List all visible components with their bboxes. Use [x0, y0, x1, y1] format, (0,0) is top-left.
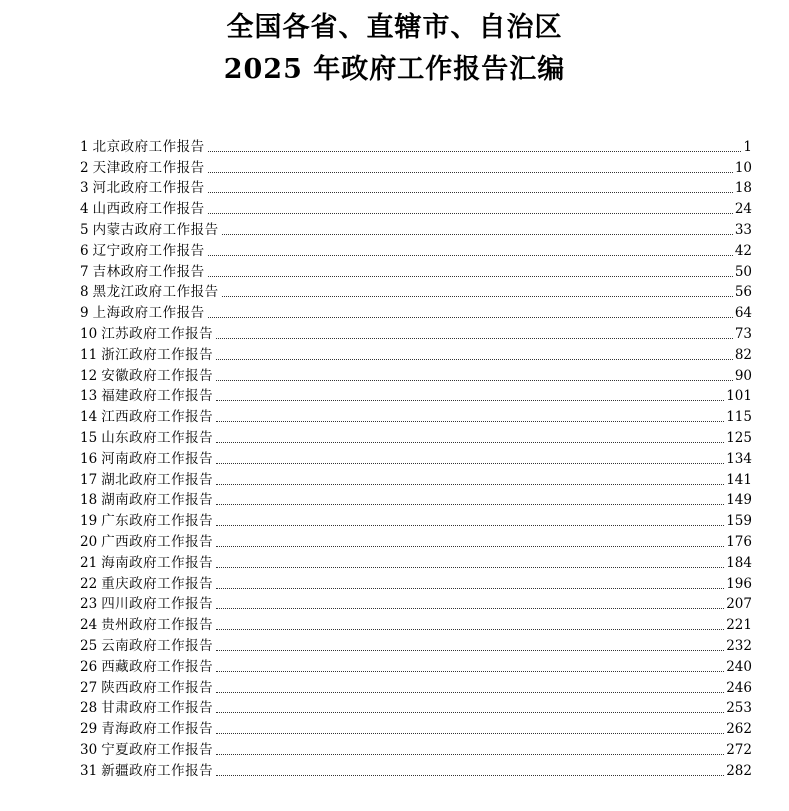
toc-entry-title[interactable]: 浙江政府工作报告	[101, 346, 214, 363]
toc-dot-leader	[216, 775, 724, 776]
table-of-contents	[80, 135, 752, 780]
toc-dot-leader	[222, 296, 733, 297]
toc-entry[interactable]	[80, 197, 752, 218]
toc-entry-page-number[interactable]: 272	[726, 741, 752, 758]
toc-dot-leader	[216, 380, 733, 381]
toc-dot-leader	[208, 255, 733, 256]
toc-entry[interactable]	[80, 717, 752, 738]
toc-dot-leader	[216, 504, 724, 505]
toc-entry-number: 27	[80, 679, 98, 696]
toc-dot-leader	[208, 317, 733, 318]
toc-entry-title[interactable]: 安徽政府工作报告	[101, 367, 214, 384]
toc-entry[interactable]	[80, 218, 752, 239]
toc-entry[interactable]	[80, 509, 752, 530]
toc-entry-title[interactable]: 贵州政府工作报告	[101, 617, 214, 634]
toc-dot-leader	[216, 442, 724, 443]
toc-entry-number: 1	[80, 138, 89, 155]
toc-entry-page-number[interactable]: 42	[734, 242, 752, 259]
toc-entry-page-number[interactable]: 82	[734, 346, 752, 363]
toc-entry[interactable]	[80, 343, 752, 364]
toc-entry-page-number[interactable]: 134	[726, 450, 752, 467]
toc-entry-number: 4	[80, 201, 89, 218]
toc-entry-title[interactable]: 黑龙江政府工作报告	[92, 284, 219, 301]
toc-entry[interactable]	[80, 655, 752, 676]
toc-entry-title[interactable]: 西藏政府工作报告	[101, 658, 214, 675]
toc-entry-title[interactable]: 辽宁政府工作报告	[92, 242, 205, 259]
toc-dot-leader	[216, 671, 724, 672]
toc-entry-title[interactable]: 上海政府工作报告	[92, 305, 205, 322]
toc-dot-leader	[208, 192, 733, 193]
toc-dot-leader	[208, 172, 733, 173]
toc-entry-page-number[interactable]: 246	[726, 679, 752, 696]
toc-entry-title[interactable]: 新疆政府工作报告	[101, 762, 214, 779]
toc-entry-number: 17	[80, 471, 98, 488]
toc-dot-leader	[208, 276, 733, 277]
toc-dot-leader	[216, 754, 724, 755]
toc-entry-number: 21	[80, 554, 98, 571]
toc-entry-title[interactable]: 甘肃政府工作报告	[101, 700, 214, 717]
toc-dot-leader	[216, 608, 724, 609]
toc-dot-leader	[216, 692, 724, 693]
toc-entry-number: 2	[80, 159, 89, 176]
toc-entry-title[interactable]: 内蒙古政府工作报告	[92, 221, 219, 238]
toc-entry-page-number[interactable]: 141	[726, 471, 752, 488]
toc-entry[interactable]	[80, 301, 752, 322]
toc-entry-number: 3	[80, 180, 89, 197]
toc-entry-page-number[interactable]: 125	[726, 429, 752, 446]
toc-entry[interactable]	[80, 322, 752, 343]
toc-entry-title[interactable]: 青海政府工作报告	[101, 721, 214, 738]
toc-dot-leader	[216, 588, 724, 589]
toc-entry-number: 10	[80, 325, 98, 342]
toc-entry[interactable]	[80, 530, 752, 551]
toc-entry-page-number[interactable]: 240	[726, 658, 752, 675]
toc-dot-leader	[216, 712, 724, 713]
toc-entry-page-number[interactable]: 232	[726, 637, 752, 654]
toc-dot-leader	[216, 650, 724, 651]
toc-entry-page-number[interactable]: 159	[726, 513, 752, 530]
toc-entry-page-number[interactable]: 149	[726, 492, 752, 509]
toc-entry[interactable]	[80, 489, 752, 510]
toc-entry[interactable]	[80, 738, 752, 759]
toc-entry[interactable]	[80, 759, 752, 780]
toc-entry-page-number[interactable]: 90	[734, 367, 752, 384]
toc-entry[interactable]	[80, 177, 752, 198]
toc-entry-page-number[interactable]: 56	[734, 284, 752, 301]
toc-entry[interactable]	[80, 634, 752, 655]
toc-entry-number: 7	[80, 263, 89, 280]
toc-entry-title[interactable]: 吉林政府工作报告	[92, 263, 205, 280]
toc-entry-page-number[interactable]: 50	[734, 263, 752, 280]
toc-entry-page-number[interactable]: 64	[734, 305, 752, 322]
toc-entry-title[interactable]: 陕西政府工作报告	[101, 679, 214, 696]
toc-entry-page-number[interactable]: 253	[726, 700, 752, 717]
toc-entry-number: 20	[80, 533, 98, 550]
toc-entry-number: 29	[80, 721, 98, 738]
toc-entry[interactable]	[80, 135, 752, 156]
toc-entry-page-number[interactable]: 18	[734, 180, 752, 197]
toc-entry-title[interactable]: 湖北政府工作报告	[101, 471, 214, 488]
toc-entry-number: 28	[80, 700, 98, 717]
toc-entry-title[interactable]: 重庆政府工作报告	[101, 575, 214, 592]
toc-entry[interactable]	[80, 697, 752, 718]
toc-entry[interactable]	[80, 405, 752, 426]
toc-entry[interactable]	[80, 385, 752, 406]
toc-entry-number: 11	[80, 346, 98, 363]
toc-dot-leader	[208, 151, 742, 152]
toc-entry[interactable]	[80, 447, 752, 468]
toc-entry-number: 26	[80, 658, 98, 675]
toc-entry-title[interactable]: 云南政府工作报告	[101, 637, 214, 654]
toc-entry[interactable]	[80, 676, 752, 697]
toc-dot-leader	[222, 234, 733, 235]
toc-entry-number: 25	[80, 637, 98, 654]
toc-dot-leader	[216, 338, 733, 339]
toc-entry-number: 6	[80, 242, 89, 259]
toc-entry-page-number[interactable]: 1	[743, 138, 752, 155]
toc-entry-number: 18	[80, 492, 98, 509]
toc-dot-leader	[216, 400, 724, 401]
toc-entry-page-number[interactable]: 10	[734, 159, 752, 176]
toc-entry[interactable]	[80, 551, 752, 572]
toc-entry-title[interactable]: 河北政府工作报告	[92, 180, 205, 197]
toc-entry-page-number[interactable]: 207	[726, 596, 752, 613]
toc-entry[interactable]	[80, 468, 752, 489]
toc-entry-number: 24	[80, 617, 98, 634]
toc-entry[interactable]	[80, 613, 752, 634]
toc-entry[interactable]	[80, 281, 752, 302]
toc-entry-number: 14	[80, 409, 98, 426]
toc-entry-number: 22	[80, 575, 98, 592]
toc-entry[interactable]	[80, 593, 752, 614]
toc-entry-page-number[interactable]: 262	[726, 721, 752, 738]
toc-entry-title[interactable]: 宁夏政府工作报告	[101, 741, 214, 758]
toc-entry-number: 16	[80, 450, 98, 467]
toc-entry-page-number[interactable]: 101	[726, 388, 752, 405]
toc-entry-page-number[interactable]: 73	[734, 325, 752, 342]
toc-dot-leader	[216, 525, 724, 526]
toc-entry-number: 30	[80, 741, 98, 758]
toc-entry-title[interactable]: 北京政府工作报告	[92, 138, 205, 155]
toc-entry[interactable]	[80, 426, 752, 447]
toc-entry[interactable]	[80, 572, 752, 593]
toc-entry-number: 13	[80, 388, 98, 405]
toc-entry-page-number[interactable]: 176	[726, 533, 752, 550]
toc-dot-leader	[216, 484, 724, 485]
toc-entry-title[interactable]: 广东政府工作报告	[101, 513, 214, 530]
toc-entry-number: 19	[80, 513, 98, 530]
toc-dot-leader	[216, 359, 733, 360]
toc-dot-leader	[216, 733, 724, 734]
toc-entry-title[interactable]: 山西政府工作报告	[92, 201, 205, 218]
toc-entry-title[interactable]: 天津政府工作报告	[92, 159, 205, 176]
toc-entry-title[interactable]: 河南政府工作报告	[101, 450, 214, 467]
toc-entry-number: 12	[80, 367, 98, 384]
toc-entry-number: 23	[80, 596, 98, 613]
toc-entry-title[interactable]: 广西政府工作报告	[101, 533, 214, 550]
toc-dot-leader	[216, 421, 724, 422]
document-title-line-1: 全国各省、直辖市、自治区	[226, 12, 563, 43]
toc-dot-leader	[216, 463, 724, 464]
toc-entry-title[interactable]: 山东政府工作报告	[101, 429, 214, 446]
document-title-line-2: 2025 年政府工作报告汇编	[223, 54, 566, 85]
toc-dot-leader	[216, 567, 724, 568]
toc-entry-page-number[interactable]: 184	[726, 554, 752, 571]
toc-entry[interactable]	[80, 260, 752, 281]
toc-entry-title[interactable]: 福建政府工作报告	[101, 388, 214, 405]
toc-entry-title[interactable]: 江苏政府工作报告	[101, 325, 214, 342]
toc-entry-page-number[interactable]: 282	[726, 762, 752, 779]
toc-dot-leader	[208, 213, 733, 214]
toc-entry[interactable]	[80, 364, 752, 385]
toc-entry[interactable]	[80, 239, 752, 260]
toc-entry-number: 5	[80, 221, 89, 238]
toc-entry-title[interactable]: 四川政府工作报告	[101, 596, 214, 613]
toc-entry-number: 31	[80, 762, 98, 779]
toc-dot-leader	[216, 629, 724, 630]
toc-entry-page-number[interactable]: 115	[726, 409, 752, 426]
toc-entry-number: 15	[80, 429, 98, 446]
toc-entry-title[interactable]: 海南政府工作报告	[101, 554, 214, 571]
toc-entry-number: 8	[80, 284, 89, 301]
toc-entry-title[interactable]: 湖南政府工作报告	[101, 492, 214, 509]
toc-entry[interactable]	[80, 156, 752, 177]
toc-entry-page-number[interactable]: 196	[726, 575, 752, 592]
toc-entry-page-number[interactable]: 33	[734, 221, 752, 238]
toc-dot-leader	[216, 546, 724, 547]
toc-entry-number: 9	[80, 305, 89, 322]
toc-entry-page-number[interactable]: 221	[726, 617, 752, 634]
toc-entry-title[interactable]: 江西政府工作报告	[101, 409, 214, 426]
toc-entry-page-number[interactable]: 24	[734, 201, 752, 218]
